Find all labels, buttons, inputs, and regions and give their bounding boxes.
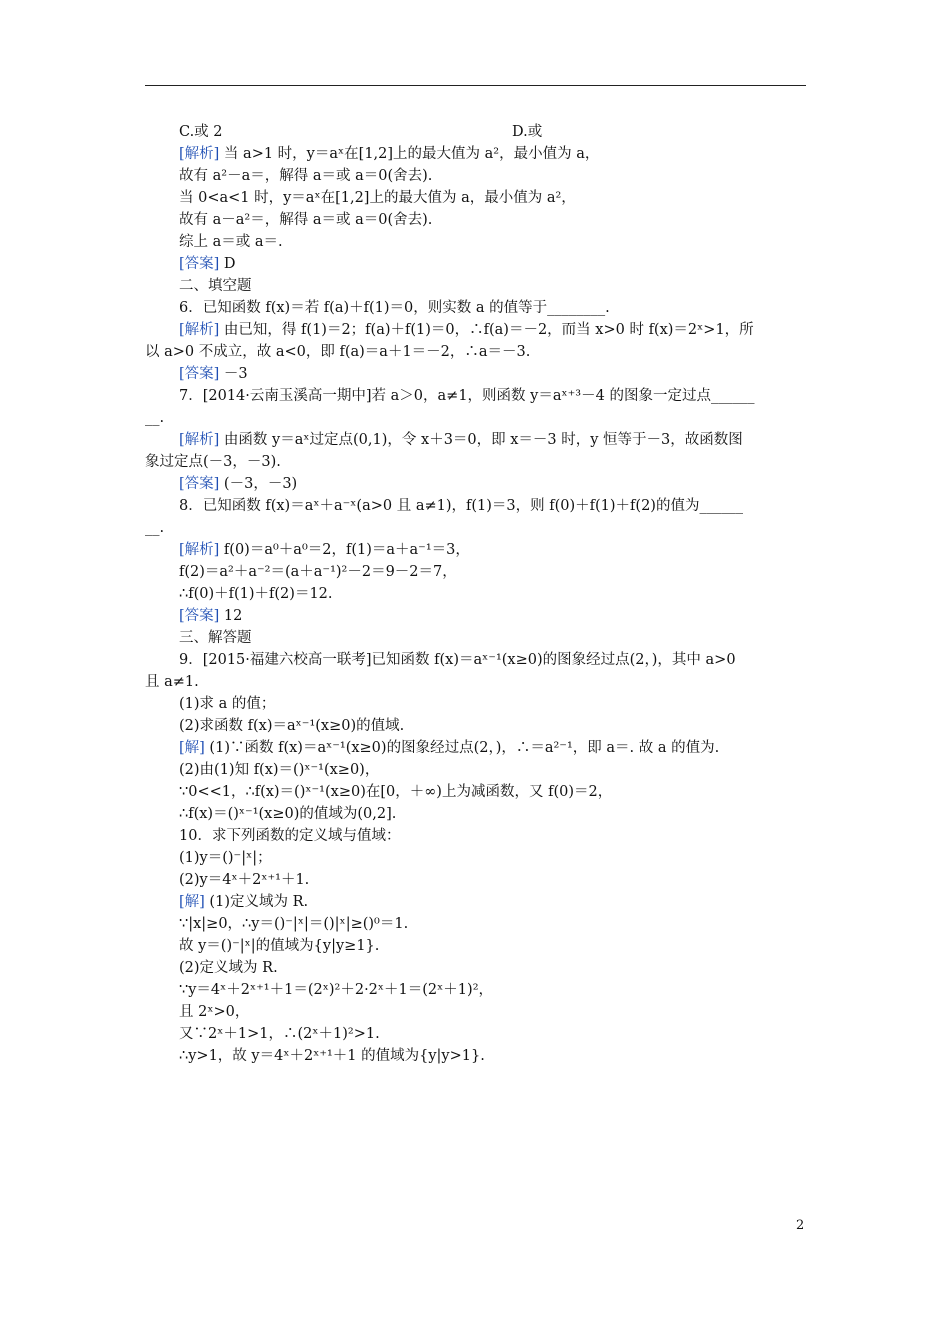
- text-line: [145, 627, 807, 649]
- text-lines: [145, 143, 807, 1067]
- text-line: [145, 451, 807, 473]
- text-line: [145, 473, 807, 495]
- text-line: [145, 297, 807, 319]
- text-line: [145, 693, 807, 715]
- page-body: [145, 121, 807, 1067]
- text-line: [145, 517, 807, 539]
- line-text: (2)由(1)知 f(x)＝()ˣ⁻¹(x≥0)，: [179, 762, 380, 778]
- line-text: (1)求 a 的值；: [179, 696, 276, 712]
- line-text: ∵0<<1，∴f(x)＝()ˣ⁻¹(x≥0)在[0，＋∞)上为减函数，又 f(0)＝2，: [179, 784, 613, 800]
- text-line: [145, 1001, 807, 1023]
- line-text: 10．求下列函数的定义域与值域：: [179, 828, 401, 844]
- line-text: (1)y＝()⁻|ˣ|；: [179, 850, 272, 866]
- section-tag: [答案]: [179, 608, 220, 624]
- text-line: [145, 187, 807, 209]
- option-c: C.或 2: [179, 124, 223, 140]
- text-line: [145, 385, 807, 407]
- text-line: [145, 231, 807, 253]
- line-text: 12: [219, 608, 243, 624]
- text-line: [145, 495, 807, 517]
- line-text: 故有 a²－a＝，解得 a＝或 a＝0(舍去).: [179, 168, 433, 184]
- text-line: [145, 363, 807, 385]
- line-text: (1)∵函数 f(x)＝aˣ⁻¹(x≥0)的图象经过点(2，)，∴＝a²⁻¹，即 a＝. 故 a 的值为.: [204, 740, 720, 756]
- text-line: [145, 143, 807, 165]
- text-line: [145, 649, 807, 671]
- line-text: 7．[2014·云南玉溪高一期中]若 a＞0，a≠1，则函数 y＝aˣ⁺³－4 的图象一定过点______: [179, 388, 755, 404]
- text-line: [145, 561, 807, 583]
- line-text: ∴f(x)＝()ˣ⁻¹(x≥0)的值域为(0,2].: [179, 806, 397, 822]
- text-line: [145, 781, 807, 803]
- line-text: 9．[2015·福建六校高一联考]已知函数 f(x)＝aˣ⁻¹(x≥0)的图象经过点(2，)，其中 a>0: [179, 652, 736, 668]
- line-text: __.: [145, 520, 165, 536]
- text-line: [145, 165, 807, 187]
- line-text: (1)定义域为 R.: [204, 894, 309, 910]
- text-line: [145, 275, 807, 297]
- line-text: (－3，－3): [219, 476, 298, 492]
- text-line: [145, 737, 807, 759]
- text-line: [145, 825, 807, 847]
- line-text: －3: [219, 366, 248, 382]
- line-text: ∴y>1，故 y＝4ˣ＋2ˣ⁺¹＋1 的值域为{y|y>1}.: [179, 1048, 485, 1064]
- line-text: 6．已知函数 f(x)＝若 f(a)＋f(1)＝0，则实数 a 的值等于________.: [179, 300, 610, 316]
- line-text: 由函数 y＝aˣ过定点(0,1)，令 x＋3＝0，即 x＝－3 时，y 恒等于－3，故函数图: [219, 432, 743, 448]
- section-tag: [解析]: [179, 322, 220, 338]
- line-text: 且 2ˣ>0，: [179, 1004, 250, 1020]
- text-line: [145, 539, 807, 561]
- text-line: [145, 1045, 807, 1067]
- line-text: 又∵2ˣ＋1>1，∴(2ˣ＋1)²>1.: [179, 1026, 380, 1042]
- section-tag: [解]: [179, 894, 205, 910]
- text-line: [145, 583, 807, 605]
- text-line: [145, 715, 807, 737]
- line-text: ∴f(0)＋f(1)＋f(2)＝12.: [179, 586, 333, 602]
- line-text: 故 y＝()⁻|ˣ|的值域为{y|y≥1}.: [179, 938, 380, 954]
- text-line: [145, 891, 807, 913]
- text-line: [145, 341, 807, 363]
- text-line: [145, 759, 807, 781]
- line-text: 且 a≠1.: [145, 674, 199, 690]
- line-text: 以 a>0 不成立，故 a<0，即 f(a)＝a＋1＝－2，∴a＝－3.: [145, 344, 531, 360]
- line-text: f(0)＝a⁰＋a⁰＝2，f(1)＝a＋a⁻¹＝3，: [219, 542, 470, 558]
- section-tag: [答案]: [179, 256, 220, 272]
- text-line: [145, 847, 807, 869]
- line-text: (2)求函数 f(x)＝aˣ⁻¹(x≥0)的值域.: [179, 718, 405, 734]
- line-text: 8．已知函数 f(x)＝aˣ＋a⁻ˣ(a>0 且 a≠1)，f(1)＝3，则 f(0)＋f(1)＋f(2)的值为______: [179, 498, 743, 514]
- text-line: [145, 671, 807, 693]
- line-text: f(2)＝a²＋a⁻²＝(a＋a⁻¹)²－2＝9－2＝7，: [179, 564, 457, 580]
- option-d: D.或: [512, 124, 543, 140]
- line-text: 三、解答题: [179, 630, 252, 646]
- line-text: (2)定义域为 R.: [179, 960, 278, 976]
- line-text: 故有 a－a²＝，解得 a＝或 a＝0(舍去).: [179, 212, 433, 228]
- header-rule: [145, 85, 806, 86]
- line-text: (2)y＝4ˣ＋2ˣ⁺¹＋1.: [179, 872, 310, 888]
- text-line: [145, 869, 807, 891]
- text-line: [145, 935, 807, 957]
- section-tag: [解析]: [179, 146, 220, 162]
- line-text: 综上 a＝或 a＝.: [179, 234, 283, 250]
- text-line: [145, 1023, 807, 1045]
- line-text: D: [219, 256, 236, 272]
- text-line: [145, 407, 807, 429]
- section-tag: [解]: [179, 740, 205, 756]
- line-text: ∵y＝4ˣ＋2ˣ⁺¹＋1＝(2ˣ)²＋2·2ˣ＋1＝(2ˣ＋1)²，: [179, 982, 494, 998]
- line-text: 当 0<a<1 时，y＝aˣ在[1,2]上的最大值为 a，最小值为 a²，: [179, 190, 576, 206]
- section-tag: [答案]: [179, 366, 220, 382]
- text-line: [145, 979, 807, 1001]
- text-line: [145, 913, 807, 935]
- section-tag: [解析]: [179, 542, 220, 558]
- line-text: 象过定点(－3，－3).: [145, 454, 281, 470]
- line-text: ∵|x|≥0，∴y＝()⁻|ˣ|＝()|ˣ|≥()⁰＝1.: [179, 916, 409, 932]
- text-line: [145, 209, 807, 231]
- options-row: [145, 121, 807, 143]
- line-text: 二、填空题: [179, 278, 252, 294]
- section-tag: [答案]: [179, 476, 220, 492]
- text-line: [145, 803, 807, 825]
- line-text: __.: [145, 410, 165, 426]
- section-tag: [解析]: [179, 432, 220, 448]
- page-number: 2: [796, 1218, 805, 1233]
- text-line: [145, 605, 807, 627]
- text-line: [145, 957, 807, 979]
- line-text: 由已知，得 f(1)＝2；f(a)＋f(1)＝0，∴f(a)＝－2，而当 x>0 时 f(x)＝2ˣ>1，所: [219, 322, 754, 338]
- text-line: [145, 429, 807, 451]
- text-line: [145, 319, 807, 341]
- text-line: [145, 253, 807, 275]
- line-text: 当 a>1 时，y＝aˣ在[1,2]上的最大值为 a²，最小值为 a，: [219, 146, 600, 162]
